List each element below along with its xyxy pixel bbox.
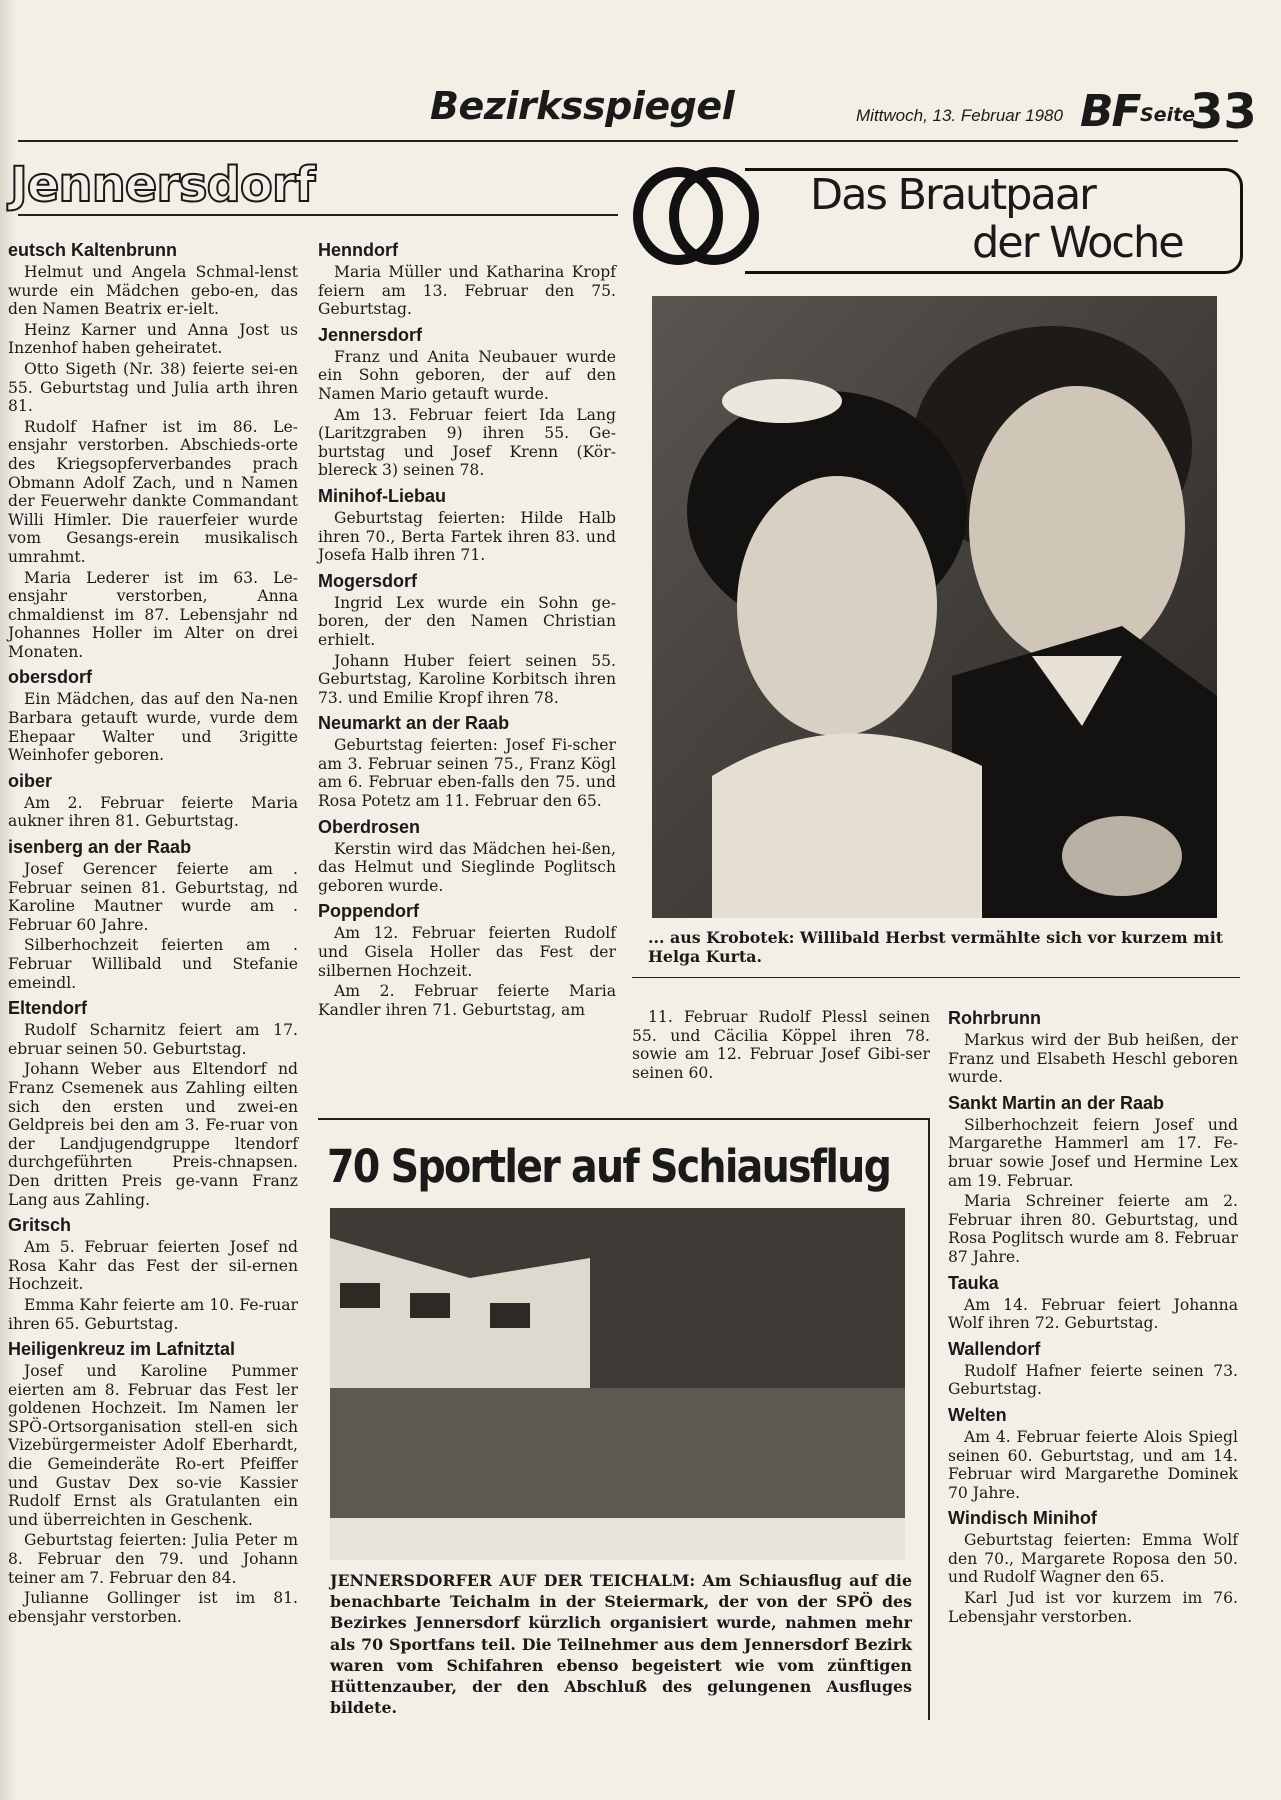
news-paragraph: Am 13. Februar feiert Ida Lang (Laritzgraben 9) ihren 55. Ge-burtstag und Josef Krenn (Kör-blereck 3) seinen 78.	[318, 405, 616, 480]
news-column-1	[8, 240, 298, 1628]
issue-date: Mittwoch, 13. Februar 1980	[856, 106, 1063, 125]
group-photo	[330, 1208, 905, 1560]
news-paragraph: Heinz Karner und Anna Jost us Inzenhof haben geheiratet.	[8, 320, 298, 358]
locality-heading: Windisch Minihof	[948, 1508, 1097, 1529]
locality-heading: isenberg an der Raab	[8, 837, 192, 858]
locality-heading: obersdorf	[8, 667, 93, 688]
page-label: Seite	[1140, 104, 1196, 126]
news-paragraph: Am 12. Februar feierten Rudolf und Gisela Holler das Fest der silbernen Hochzeit.	[318, 924, 616, 980]
news-paragraph: Maria Lederer ist im 63. Le-ensjahr verstorben, Anna chmaldienst im 87. Lebensjahr nd Johannes Holler im Alter on drei Monaten.	[8, 568, 298, 661]
news-paragraph: Julianne Gollinger ist im 81. ebensjahr verstorben.	[8, 1589, 298, 1626]
couple-rule	[632, 977, 1240, 978]
locality-heading: Eltendorf	[8, 998, 87, 1019]
wedding-rings-icon	[630, 166, 760, 266]
locality-heading: Rohrbrunn	[948, 1008, 1041, 1028]
locality-heading: Mogersdorf	[318, 570, 417, 591]
news-paragraph: Am 2. Februar feierte Maria Kandler ihren 71. Geburtstag, am	[318, 982, 616, 1019]
locality-heading: oiber	[8, 770, 53, 791]
news-column-3	[632, 1008, 930, 1084]
news-paragraph: Ingrid Lex wurde ein Sohn ge-boren, der den Namen Christian erhielt.	[318, 593, 616, 649]
news-paragraph: Am 2. Februar feierte Maria aukner ihren 81. Geburtstag.	[8, 793, 298, 831]
section-title: Bezirksspiegel	[430, 84, 735, 128]
news-paragraph: 11. Februar Rudolf Plessl seinen 55. und Cäcilia Köppel ihren 78. sowie am 12. Februar Josef Gibi-ser seinen 60.	[632, 1008, 930, 1082]
locality-heading: Oberdrosen	[318, 816, 421, 837]
news-paragraph: Josef Gerencer feierte am . Februar seinen 81. Geburtstag, nd Karoline Mautner wurde am . Februar 60 Jahre.	[8, 860, 298, 934]
news-paragraph: Markus wird der Bub heißen, der Franz und Elsabeth Heschl geboren wurde.	[948, 1031, 1238, 1087]
news-paragraph: Ein Mädchen, das auf den Na-nen Barbara getauft wurde, vurde dem Ehepaar Walter und 3rigitte Weinhofer geboren.	[8, 690, 298, 765]
news-paragraph: Geburtstag feierten: Josef Fi-scher am 3. Februar seinen 75., Franz Kögl am 6. Februar eben-falls den 75. und Rosa Potetz am 11. Februar den 65.	[318, 736, 616, 811]
news-paragraph: Rudolf Scharnitz feiert am 17. ebruar seinen 50. Geburtstag.	[8, 1021, 298, 1058]
news-paragraph: Rudolf Hafner ist im 86. Le-ensjahr verstorben. Abschieds-orte des Kriegsopferverbandes prach Obmann Adolf Zach, und n Namen der Feuerwehr dankte Commandant Willi Himler. Die rauerfeier wurde vom Gesangs-erein musikalisch umrahmt.	[8, 417, 298, 566]
locality-heading: Welten	[948, 1404, 1007, 1425]
locality-heading: Jennersdorf	[318, 324, 423, 345]
locality-heading: Heiligenkreuz im Lafnitztal	[8, 1339, 236, 1360]
story-caption: JENNERSDORFER AUF DER TEICHALM: Am Schiausflug auf die benachbarte Teichalm in der Steiermark, der von der SPÖ des Bezirkes Jennersdorf kürzlich organisiert wurde, nahmen mehr als 70 Sportfans teil. Die Teilnehmer aus dem Jennersdorf Bezirk waren vom Schifahren ebenso begeistert wie vom zünftigen Hüttenzauber, der den Abschluß des gelungenen Ausfluges bildete.	[330, 1571, 912, 1718]
news-paragraph: Johann Huber feiert seinen 55. Geburtstag, Karoline Korbitsch ihren 73. und Emilie Kropf ihren 78.	[318, 651, 616, 707]
news-paragraph: Am 4. Februar feierte Alois Spiegl seinen 60. Geburtstag, und am 14. Februar wird Margarethe Dominek 70 Jahre.	[948, 1427, 1238, 1502]
locality-heading: Neumarkt an der Raab	[318, 713, 510, 734]
locality-heading: Wallendorf	[948, 1338, 1041, 1359]
locality-heading: Minihof-Liebau	[318, 485, 446, 506]
couple-photo	[652, 296, 1217, 918]
locality-heading: eutsch Kaltenbrunn	[8, 240, 178, 260]
district-rule	[18, 214, 618, 216]
news-paragraph: Geburtstag feierten: Emma Wolf den 70., Margarete Roposa den 50. und Rudolf Wagner den 65.	[948, 1531, 1238, 1587]
news-paragraph: Kerstin wird das Mädchen hei-ßen, das Helmut und Sieglinde Poglitsch geboren wurde.	[318, 839, 616, 895]
story-headline: 70 Sportler auf Schiausflug	[327, 1140, 891, 1193]
news-paragraph: Am 14. Februar feiert Johanna Wolf ihren 72. Geburtstag.	[948, 1295, 1238, 1333]
news-paragraph: Josef und Karoline Pummer eierten am 8. Februar das Fest ler goldenen Hochzeit. Im Namen ler SPÖ-Ortsorganisation stell-en sich Vizebürgermeister Adolf Eberhardt, die Gemeinderäte Ro-ert Pfeiffer und Gustav Dex so-vie Kassier Rudolf Ernst als Gratulanten ein und überreichten in Geschenk.	[8, 1362, 298, 1529]
news-column-4	[948, 1008, 1238, 1628]
news-paragraph: Karl Jud ist vor kurzem im 76. Lebensjahr verstorben.	[948, 1589, 1238, 1626]
news-paragraph: Maria Schreiner feierte am 2. Februar ihren 80. Geburtstag, und Rosa Poglitsch wurde am 8. Februar 87 Jahre.	[948, 1192, 1238, 1266]
news-paragraph: Silberhochzeit feiern Josef und Margarethe Hammerl am 17. Fe-bruar sowie Josef und Hermine Lex am 19. Februar.	[948, 1115, 1238, 1190]
news-column-2	[318, 240, 616, 1021]
locality-heading: Henndorf	[318, 240, 398, 260]
news-paragraph: Maria Müller und Katharina Kropf feiern am 13. Februar den 75. Geburtstag.	[318, 263, 616, 319]
news-paragraph: Rudolf Hafner feierte seinen 73. Geburtstag.	[948, 1361, 1238, 1399]
locality-heading: Tauka	[948, 1272, 999, 1293]
couple-title-line2: der Woche	[972, 218, 1183, 268]
district-title: Jennersdorf	[10, 157, 315, 213]
news-paragraph: Geburtstag feierten: Hilde Halb ihren 70., Berta Fartek ihren 83. und Josefa Halb ihren 71.	[318, 508, 616, 565]
news-paragraph: Am 5. Februar feierten Josef nd Rosa Kahr das Fest der sil-ernen Hochzeit.	[8, 1238, 298, 1294]
news-paragraph: Otto Sigeth (Nr. 38) feierte sei-en 55. Geburtstag und Julia arth ihren 81.	[8, 359, 298, 416]
newspaper-logo: BF	[1080, 86, 1140, 137]
locality-heading: Poppendorf	[318, 901, 419, 922]
news-paragraph: Helmut und Angela Schmal-lenst wurde ein Mädchen gebo-en, das den Namen Beatrix er-ielt.	[8, 263, 298, 319]
news-paragraph: Silberhochzeit feierten am . Februar Willibald und Stefanie emeindl.	[8, 936, 298, 992]
page-number: 33	[1190, 84, 1257, 140]
locality-heading: Gritsch	[8, 1215, 72, 1236]
news-paragraph: Geburtstag feierten: Julia Peter m 8. Februar den 79. und Johann teiner am 7. Februar den 84.	[8, 1531, 298, 1587]
news-paragraph: Emma Kahr feierte am 10. Fe-ruar ihren 65. Geburtstag.	[8, 1295, 298, 1333]
couple-caption: ... aus Krobotek: Willibald Herbst vermählte sich vor kurzem mit Helga Kurta.	[648, 928, 1224, 966]
couple-title-line1: Das Brautpaar	[810, 170, 1095, 220]
locality-heading: Sankt Martin an der Raab	[948, 1092, 1165, 1113]
news-paragraph: Franz und Anita Neubauer wurde ein Sohn geboren, der auf den Namen Mario getauft wurde.	[318, 347, 616, 403]
news-paragraph: Johann Weber aus Eltendorf nd Franz Csemenek aus Zahling eilten sich den ersten und zwei-en Geldpreis bei den am 3. Fe-ruar von der Landjugendgruppe ltendorf durchgeführten Preis-chnapsen. Den dritten Preis ge-vann Franz Lang aus Zahling.	[8, 1060, 298, 1209]
